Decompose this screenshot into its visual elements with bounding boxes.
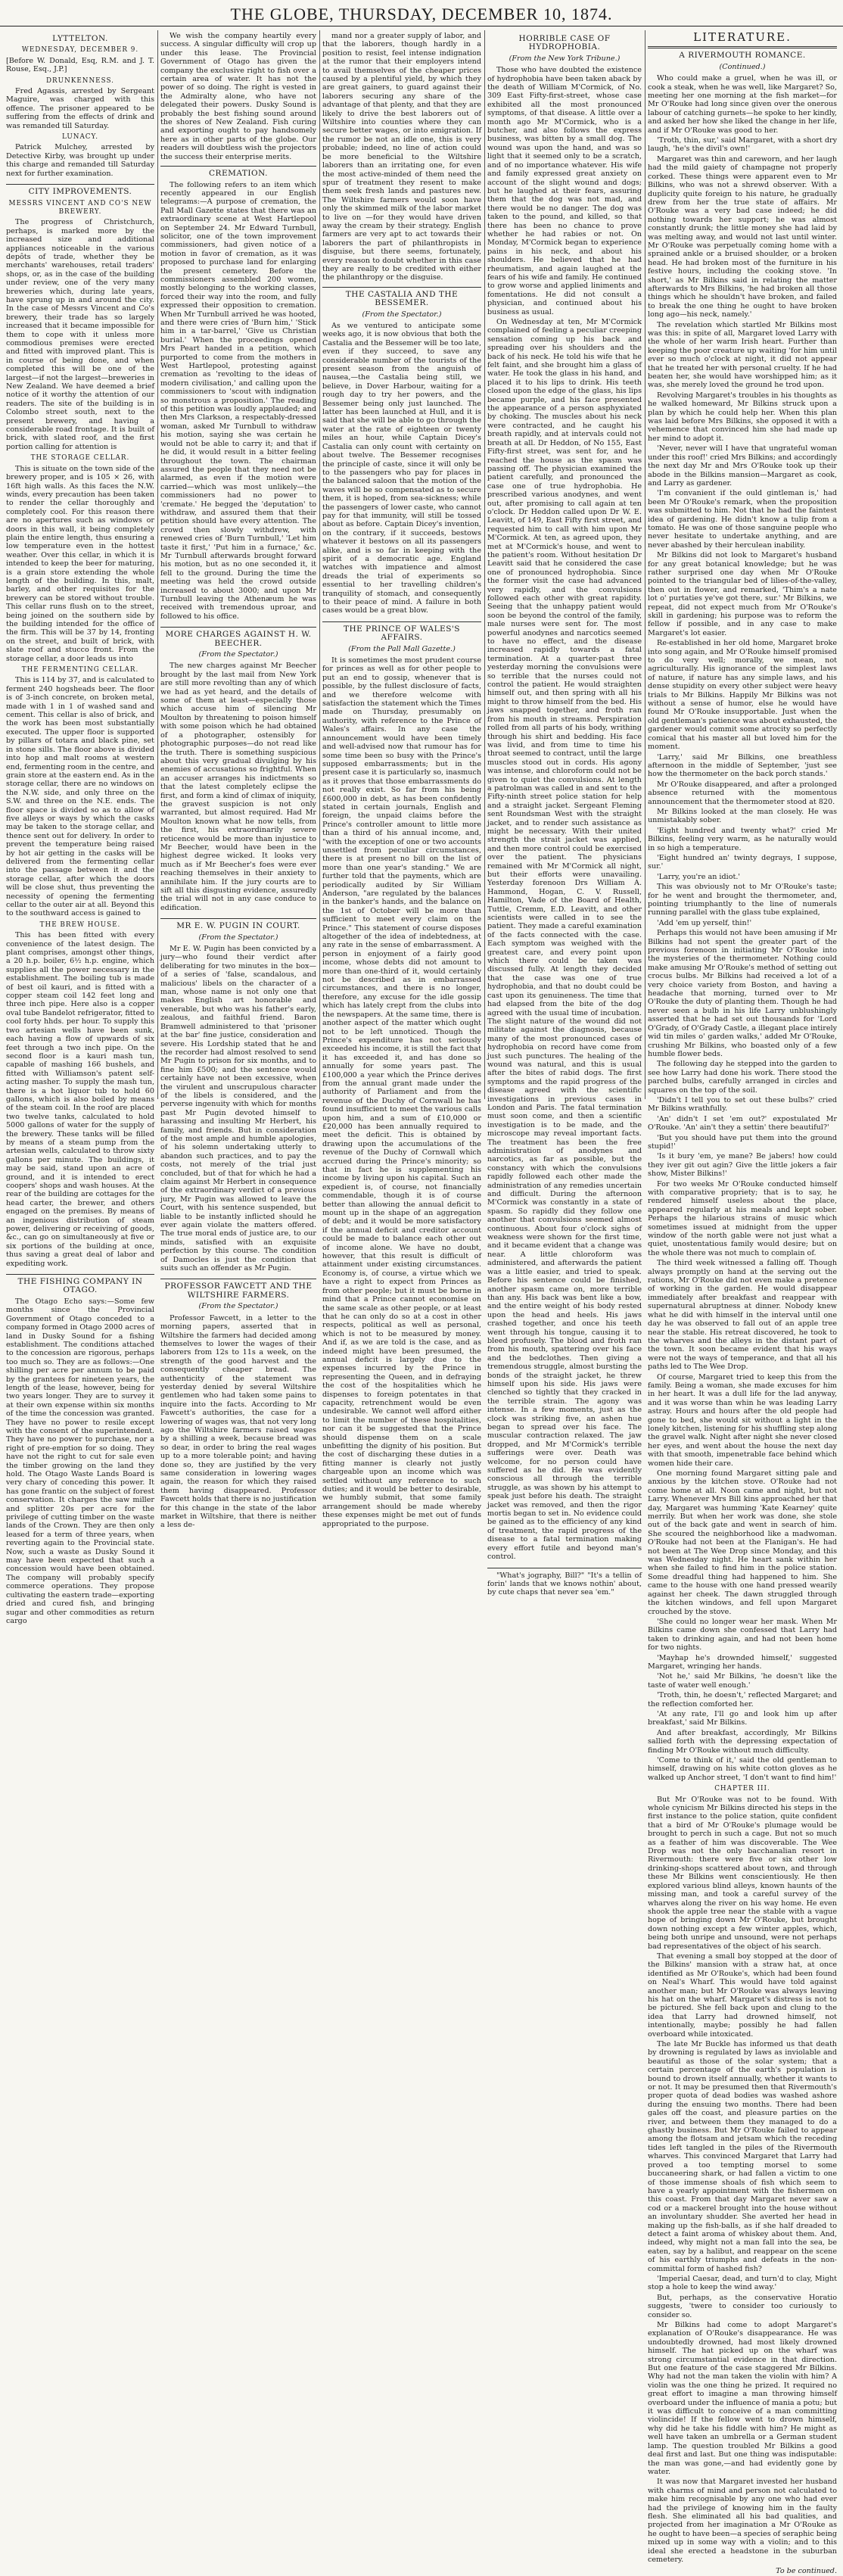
- paragraph: 'Eight hundred an' twinty degrays, I suppose, sur.': [648, 853, 837, 871]
- paragraph: The Otago Echo says:—Some few months since the Provincial Government of Otago conceded to a company formed in Otago 2000 acres of land in Dusky Sound for a fishing establishment. The conditions attached to the concession are rigorous, perhaps too much so. They are as follows:—One shilling per acre per annum to be paid by the grantees for nineteen years, the length of the lease, however, being for two years longer. They are to survey it at their own expense within six months of the time the concession was granted. They have no power to resile except with the consent of the superintendent. They have no power to purchase, nor a right of pre-emption for so doing. They have not the right to cut for sale even the timber growing on the land they hold. The Otago Waste Lands Board is very chary of conceding this power. It has gone frantic on the subject of forest conservation. It charges the saw miller and splitter 20s per acre for the privilege of cutting timber on the waste lands of the Crown. They are then only leased for a term of three years, when reverting again to the Provincial state. Now, such a waste as Dusky Sound it may have been expected that such a concession would have been obtained. The company will probably specify commerce operations. They propose cultivating the eastern trade—exporting dried and cured fish, and bringing sugar and other commodities as return cargo: [6, 1297, 154, 1625]
- article-heading: THE PRINCE OF WALES'S AFFAIRS.: [344, 624, 460, 643]
- paragraph: But Mr O'Rouke was not to be found. With whole cynicism Mr Bilkins directed his steps in the first instance to the police station, quite confident that a bird of Mr O'Rouke's plumage would be brought to perch in such a cage. But not so much as a feather of him was discoverable. The Wee Drop was not the only bacchanalian resort in Rivermouth: there were five or six other low drinking-shops scattered about town, and through these Mr Bilkins went conscientiously. He then explored various blind alleys, known haunts of the missing man, and took a careful survey of the wharves along the river on his way home. He even shook the apple tree near the stable with a vague hope of bringing down Mr O'Rouke, but brought down nothing except a few winter apples, which, being both unripe and unsound, were not perhaps bad representatives of the object of his search.: [648, 1795, 837, 1951]
- article-heading: THE CASTALIA AND THE BESSEMER.: [345, 289, 459, 308]
- paragraph: 'Larry, you're an idiot.': [657, 872, 741, 881]
- subheading: MESSRS VINCENT AND CO'S NEW BREWERY.: [8, 199, 152, 216]
- paragraph: 'Troth, thin, sur,' said Margaret, with a short dry laugh, 'he's the divil's own!': [648, 136, 837, 154]
- paragraph: 'Troth, thin, he doesn't,' reflected Margaret; and the reflection comforted her.: [648, 1691, 837, 1709]
- paragraph: This was obviously not to Mr O'Rouke's taste; for he went and brought the thermometer, and, pointing triumphantly to the line of numerals running parallel with the glass tube explained,: [648, 883, 837, 917]
- article-source: (From the Pall Mall Gazette.): [348, 644, 456, 653]
- article-heading: MR E. W. PUGIN IN COURT.: [176, 921, 300, 931]
- paragraph: Revolving Margaret's troubles in his thoughts as he walked homeward, Mr Bilkins struck upon a plan by which he could help her. When this plan was laid before Mrs Bilkins, she opposed it with a vehemence that convinced him she had made up her mind to adopt it.: [648, 391, 837, 443]
- paragraph: We wish the company heartily every success. A singular difficulty will crop up under this lease. The Provincial Government of Otago has given the company the exclusive right to fish over a certain area of water. It has not the power of so doing. The right is vested in the Admiralty alone, who have not delegated their powers. Dusky Sound is probably the best fishing sound around the shores of New Zealand. Fish curing and exporting ought to pay handsomely here as in other parts of the globe. Our readers will doubtless wish the projectors the success their enterprise merits.: [160, 32, 316, 161]
- paragraph: And after breakfast, accordingly, Mr Bilkins sallied forth with the depressing expectation of finding Mr O'Rouke without much difficulty.: [648, 1728, 837, 1755]
- paragraph: Fred Agassis, arrested by Sergeant Maguire, was charged with this offence. The prisoner appeared to be suffering from the effects of drink and was remanded till Saturday.: [6, 87, 154, 130]
- dateline: WEDNESDAY, DECEMBER 9.: [21, 46, 139, 55]
- paragraph: Mr Bilkins looked at the man closely. He was unmistakably sober.: [648, 807, 837, 825]
- paragraph: 'Mayhap he's drownded himself,' suggested Margaret, wringing her hands.: [648, 1653, 837, 1671]
- section-heading: THE BREW HOUSE.: [39, 920, 121, 929]
- article-city-improvements: [6, 188, 154, 1268]
- paragraph: It was now that Margaret invested her husband with charms of mind and person not calculated to make him recognisable by any one who had ever had the privilege of knowing him in the faulty flesh. She eliminated all his bad qualities, and projected from her imagination a Mr O'Rouke as he ought to have been—a species of seraphic being mixed up in some way with a violin; and to this ideal she erected a headstone in the suburban cemetery.: [648, 2478, 837, 2564]
- paragraph: 'She could no longer wear her mask. When Mr Bilkins came down she confessed that Larry had taken to drinking again, and had not been home for two nights.: [648, 1617, 837, 1652]
- article-beecher: [160, 631, 316, 912]
- paragraph: 'At any rate, I'll go and look him up after breakfast,' said Mr Bilkins.: [648, 1709, 837, 1727]
- article-castalia: [322, 291, 481, 615]
- paragraph: The progress of Christchurch, perhaps, is marked more by the increased size and additional appliances noticeable in the various depôts of trade, whether they be merchants' warehouses, retail traders' shops, or, as in the case of the building under review, one of the very many breweries which, during late years, have sprung up in and around the city. In the case of Messrs Vincent and Co's brewery, their trade has so largely increased that it became impossible for them to cope with it unless more commodious premises were erected and fitted with improved plant. This is in course of being done, and when completed this will be one of the largest—if not the largest—breweries in New Zealand. We have deemed a brief notice of it worthy the attention of our readers. The site of the building is in Colombo street south, next to the present brewery, and having a considerable road frontage. It is built of brick, with slated roof, and the first portion calling for attention is: [6, 218, 154, 451]
- continued-note: (Continued.): [719, 62, 766, 71]
- article-heading: LYTTELTON.: [52, 34, 108, 43]
- article-divider: [160, 627, 316, 628]
- article-cremation: [160, 170, 316, 621]
- section-heading: THE STORAGE CELLAR.: [30, 454, 130, 463]
- paragraph: On Wednesday at ten, Mr M'Cormick complained of feeling a peculiar creeping sensation coming up his back and spreading over his shoulders and the back of his neck. He told his wife that he felt faint, and she brought him a glass of water. He took the glass in his hand, and placed it to his lips to drink. His teeth closed upon the edge of the glass, his lips became purple, and his face presented the appearance of a person asphyxiated by choking. The muscles about his neck were contracted, and he caught his breath rapidly, and at intervals could not breath at all. Dr Heddon, of No 155, East Fifty-first street, was sent for, and he reached the house as the spasm was passing off. The physician examined the patient carefully, and pronounced the case one of true hydrophobia. He prescribed various anodynes, and went out, after promising to call again at ten o'clock. Dr Heddon called upon Dr W. E. Leavitt, of 149, East Fifty first street, and requested him to call with him upon Mr M'Cormick. At ten, as agreed upon, they met at M'Cormick's house, and went to the patient's room. Without hesitation Dr Leavitt said that he considered the case one of pronounced hydrophobia. Since the former visit the case had advanced very rapidly, and the convulsions followed each other with great rapidity. Seeing that the unhappy patient would soon be beyond the control of the family, male nurses were sent for. The most powerful anodynes and narcotics seemed to have no effect, and the disease increased rapidly towards a fatal termination. At a quarter-past three yesterday morning the convulsions were so terrible that the nurses could not control the patient. He would straighten himself out, and then spring with all his might to throw himself from the bed. His jaws snapped together, and froth ran from his mouth in streams. Perspiration rolled from all parts of his body, writhing through his shirt and bedding. His face was livid, and from time to time his throat seemed to contract, until the large muscles stood out in cords. His agony was intense, and chloroform could not be given to quiet the convulsions. At length a patrolman was called in and sent to the Fifty-ninth street police station for help and a straight jacket. Sergeant Fleming sent Roundsman West with the straight jacket, and to render such assistance as might be necessary. With their united strength the strait jacket was applied, and then more control could be exercised over the patient. The physicians remained with Mr M'Cormick all night, but their efforts were unavailing. Yesterday forenoon Drs William A. Hammond, Hogan, C. V. Russell, Hamilton, Vade of the Board of Health, Tuttle, Cremm, E.D. Leavitt, and other scientists were called in to see the patient. They made a careful examination of the facts connected with the case. Each symptom was weighed with the greatest care, and every point upon which there could be taken was discussed fully. At length they decided that the case was one of true hydrophobia, and that no doubt could be cast upon its genuineness. The time that had elapsed from the bite of the dog agreed with the usual time of incubation. The slight nature of the wound did not militate against the diagnosis, because many of the most pronounced cases of hydrophobia on record have come from just such punctures. The healing of the wound was natural, and this is usual after the bites of rabid dogs. The first symptoms and the rapid progress of the disease agreed with the scientific investigations in previous cases in London and Paris. The fatal termination must soon come, and then a scientific investigation is to be made, and the microscope may reveal important facts. The treatment has been the free administration of anodynes and narcotics, as far as possible, but the constancy with which the convulsions rapidly followed each other made the administration of any remedies uncertain and difficult. During the afternoon M'Cormick was constantly in a state of spasm. So rapidly did they follow one another that convulsions seemed almost continuous. About four o'clock sighs of weakness were shown for the first time, and it became evident that a change was near. A little chloroform was administered, and afterwards the patient was a little easier, and tried to speak. Before his sentence could be finished, another spasm came on, more terrible than any. His back was bent like a bow, and the entire weight of his body rested upon the head and heels. His jaws crashed together, and once his teeth went through his tongue, causing it to bleed profusely. The blood and froth ran from his mouth, spattering over his face and the bedclothes. Then giving a tremendous struggle, almost bursting the bonds of the straight jacket, he threw himself upon his side. His jaws were clenched so tightly that they cracked in the terrible strain. The agony was intense. In a few moments, just as the clock was striking five, an ashen hue began to spread over his face. The muscular contraction relaxed. The jaw dropped, and Mr M'Cormick's terrible sufferings were over. Death was welcome, for no person could have suffered as he did. He was evidently conscious all through the terrible struggle, as was shown by his attempt to speak just before his death. The straight jacket was removed, and then the rigor mortis began to set in. No evidence could be gained as to the efficiency of any kind of treatment, the rapid progress of the disease to a fatal termination making every effort futile and beyond man's control.: [487, 318, 642, 1562]
- article-fawcett: [160, 1282, 316, 1529]
- paragraph: 'But you should have put them into the ground stupid!': [648, 1133, 837, 1151]
- article-heading: CREMATION.: [209, 169, 268, 179]
- paragraph: Mr Bilkins did not look to Margaret's husband for any great botanical knowledge; but he was rather surprised one day when Mr O'Rouke pointed to the triangular bed of lilies-of-the-valley, then out in flower, and remarked, 'Thim's a nate lot o' purtaties ye've got there, sur.' Mr Bilkins, we repeat, did not expect much from Mr O'Rouke's skill in gardening; his purpose was to reform the fellow if possible, and in any case to make Margaret's lot easier.: [648, 551, 837, 637]
- paragraph: 'Add 'em up yerself, thin!': [657, 918, 752, 927]
- paragraph: 'Is it bury 'em, ye mane? Be jabers! how could they iver git out agin? Give the little jokers a fair show, Mister Bilkins!': [648, 1152, 837, 1179]
- article-fishing-company: [6, 1278, 154, 1625]
- paragraph: One morning found Margaret sitting pale and anxious by the kitchen stove. O'Rouke had not come home at all. Noon came and night, but not Larry. Whenever Mrs Bill kins approached her that day, Margaret was humming 'Kate Kearney' quite merrily. But when her work was done, she stole out of the back gate and went in search of him. She scoured the neighborhood like a madwoman. O'Rouke had not been at the Flanigan's. He had not been at The Wee Drop since Monday, and this was Wednesday night. He heart sank within her when she failed to find him in the police station. Some dreadful thing had happened to him. She came to the house with one hand pressed wearily against her cheek. The dawn struggled through the kitchen windows, and fell upon Margaret crouched by the stove.: [648, 1469, 837, 1616]
- paragraph: Perhaps this would not have been amusing if Mr Bilkins had not spent the greater part of the previous forenoon in initiating Mr O'Rouke into the mysteries of the thermometer. Nothing could make amusing Mr O'Rouke's method of setting out crocus bulbs. Mr Bilkins had received a lot of a very choice variety from Boston, and having a headache that morning, turned over to Mr O'Rouke the duty of planting them. Though he had never seen a bulb in his life Larry unblushingly asserted that he had set out thousands for 'Lord O'Grady, of O'Grady Castle, a illegant place intirely wid tin miles o' garden walks,' added Mr O'Rouke, crushing Mr Bilkins, who boasted only of a few humble flower beds.: [648, 929, 837, 1058]
- article-source: (From the Spectator.): [362, 310, 442, 319]
- article-lyttelton: [6, 35, 154, 178]
- paragraph: The third week witnessed a falling off. Though always promptly on hand at the serving out the rations, Mr O'Rouke did not even make a pretence of working in the garden. He would disappear immediately after breakfast and reappear with supernatural abruptness at dinner. Nobody knew what he did with himself in the interval until one day he was observed to fall out of an apple tree near the stable. His retreat discovered, he took to the wharves and the alleys in the distant part of the town. It soon became evident that his ways were not the ways of temperance, and that all his paths led to The Wee Drop.: [648, 1259, 837, 1372]
- paragraph: The late Mr Buckle has informed us that death by drowning is regulated by laws as inviolable and beautiful as those of the solar system; that a certain percentage of the earth's population is bound to drown itself annually, whether it wants to or not. It may be presumed then that Rivermouth's proper quota of dead bodies was washed ashore during the ensuing two months. There had been gales off the coast, and pleasure parties on the river, and between them they managed to do a ghastly business. But Mr O'Rouke failed to appear among the flotsam and jetsam which the receding tides left tangled in the piles of the Rivermouth wharves. This convinced Margaret that Larry had proved a too tempting morsel to some buccaneering shark, or had fallen a victim to one of those immense shoals of fish which seem to have a yearly appointment with the fishermen on this coast. From that day Margaret never saw a cod or a mackerel brought into the house without an involuntary shudder. She averted her head in making up the fish-balls, as if she half dreaded to detect a faint aroma of whiskey about them. And, indeed, why might not a man fall into the sea, be eaten, say by a halibut, and reappear on the scene of his earthly triumphs and defeats in the non-committal form of hashed fish?: [648, 2040, 837, 2273]
- masthead: THE GLOBE, THURSDAY, DECEMBER 10, 1874.: [0, 3, 843, 26]
- article-divider: [160, 918, 316, 919]
- paragraph: 'Larry,' said Mr Bilkins, one breathless afternoon in the middle of September, 'just see how the thermometer on the back porch stands.': [648, 752, 837, 779]
- paragraph: This is situate on the town side of the brewery proper, and is 105 × 26, with 16ft high walls. As this faces the N.W. winds, every precaution has been taken to render the cellar thoroughly and completely cool. For this reason there are no apertures such as windows or doors in this wall, it being completely plain the entire length, thus ensuring a low temperature even in the hottest weather. Over this cellar, in which it is intended to keep the beer for maturing, is a grain store extending the whole length of the building. In this, malt, barley, and other requisites for the brewery can be stored without trouble. This cellar runs flush on to the street, being joined on the southern side by the building intended for the office of the firm. This will be 37 by 14, fronting on the street, and built of brick, with slate roof and stucco front. From the storage cellar, a door leads us into: [6, 464, 154, 663]
- paragraph: The following day he stepped into the garden to see how Larry had done his work. There stood the parched bulbs, carefully arranged in circles and squares on the top of the soil.: [648, 1060, 837, 1095]
- paragraph: Those who have doubted the existence of hydrophobia have been taken aback by the death of William M'Cormick, of No. 309 East Fifty-first-street, whose case exhibited all the most pronounced symptoms, of that disease. A little over a month ago Mr M'Cormick, who is a butcher, and also follows the express business, was bitten by a small dog. The wound was upon the hand, and was so light that it seemed only to be a scratch, and of no importance whatever. His wife and family expressed great anxiety on account of the slight wound and dogs; but he laughed at their fears, assuring them that the dog was not mad, and there would be no danger. The dog was taken to the pound, and killed, so that there has been no chance to prove whether he had rabies or not. On Monday, M'Cormick began to experience pains in his neck, and about his shoulders. He believed that he had rheumatism, and again laughed at the fears of his wife and family. He continued to grow worse and applied liniments and fomentations. He did not consult a physician, and continued about his business as usual.: [487, 66, 642, 316]
- article-divider: [648, 46, 837, 48]
- column-4: [487, 32, 642, 1597]
- chapter-heading: CHAPTER III.: [714, 1785, 770, 1793]
- article-heading: MORE CHARGES AGAINST H. W. BEECHER.: [165, 630, 312, 648]
- article-divider: [322, 287, 481, 288]
- paragraph: Mr Bilkins had come to adopt Margaret's explanation of O'Rouke's disappearance. He was undoubtedly drowned, had most likely drowned himself. The hat picked up on the wharf was strong circumstantial evidence in that direction. But one feature of the case staggered Mr Bilkins. Why had not the man taken the violin with him? A violin was the one thing he prized. It required no great effort to imagine a man throwing himself overboard under the influence of mania a potu; but it was difficult to conceive of a man committing violincide! If the fellow went to drown himself, why did he take his fiddle with him? He might as well have taken an umbrella or a German student lamp. The question troubled Mr Bilkins a good deal first and last. But one thing was indisputable: the man was gone,—and had evidently gone by water.: [648, 2321, 837, 2476]
- paragraph: That evening a small boy stopped at the door of the Bilkins' mansion with a straw hat, at once identified as Mr O'Rouke's, which had been found on Neal's Wharf. This would have told against another man; but Mr O'Rouke was always leaving his hat on the wharf. Margaret's distress is not to be pictured. She fell back upon and clung to the idea that Larry had drowned himself, not intentionally, maybe; possibly he had fallen overboard while intoxicated.: [648, 1951, 837, 2039]
- column-rule: [484, 30, 485, 1099]
- magistrates-line: [Before W. Donald, Esq, R.M. and J. T. Rouse, Esq., J.P.]: [6, 56, 154, 74]
- paragraph: Mr O'Rouke disappeared, and after a prolonged absence returned with the momentous announcement that the thermometer stood at 820.: [648, 780, 837, 806]
- article-hydrophobia: [487, 35, 642, 1562]
- paragraph: Mr E. W. Pugin has been convicted by a jury—who found their verdict after deliberating for two minutes in the box—of a series of 'false, scandalous, and malicious' libels on the character of a man, whose name is not only one that makes English art honorable and venerable, but who was his father's early, zealous, and faithful friend. Baron Bramwell administered to that 'prisoner at the bar' fine justice, consideration and severe. His Lordship stated that he and the recorder had almost resolved to send Mr Pugin to prison for six months, and to fine him £500; and the sentence would certainly have not been excessive, when the virulent and unscrupulous character of the libels is considered, and the perverse ingenuity with which for months past Mr Pugin devoted himself to harassing and insulting Mr Herbert, his family, and friends. But in consideration of the most ample and humble apologies, of his solemn undertaking utterly to abandon such practices, and to pay the costs, not merely of the trial just concluded, but of that for which he had a claim against Mr Herbert in consequence of the extraordinary verdict of a previous jury, Mr Pugin was allowed to leave the Court, with his sentence suspended, but liable to be instantly inflicted should he ever again violate the matters offered. The true moral ends of justice are, to our minds, satisfied with an exquisite perfection by this course. The condition of Damocles is just the condition that suits such an offender as Mr Pugin.: [160, 945, 316, 1273]
- article-divider: [322, 621, 481, 622]
- paragraph: Professor Fawcett, in a letter to the morning papers, asserted that in Wiltshire the farmers had decided among themselves to lower the wages of their laborers from 12s to 11s a week, on the strength of the good harvest and the consequently cheaper bread. The authenticity of the statement was yesterday denied by several Wiltshire gentlemen who had taken some pains to inquire into the facts. According to Mr Fawcett's authorities, the case for a lowering of wages was, that not very long ago the Wiltshire farmers raised wages by a shilling a week, because bread was so dear, in order to bring the real wages up to a more tolerable point; and having done so, they are justified by the very same consideration in lowering wages again, the reason for which they raised them having disappeared. Professor Fawcett holds that there is no justification for this change in the state of the labor market in Wiltshire, that there is neither a less de-: [160, 1313, 316, 1530]
- paragraph: 'Eight hundred and twenty what?' cried Mr Bilkins, feeling very warm, as he naturally would in so high a temperature.: [648, 826, 837, 852]
- column-1: [6, 32, 154, 1625]
- paragraph: 'Not he,' said Mr Bilkins, 'he doesn't like the taste of water well enough.': [648, 1672, 837, 1690]
- to-be-continued: To be continued.: [776, 2567, 837, 2576]
- article-heading: HORRIBLE CASE OF HYDROPHOBIA.: [518, 34, 611, 52]
- article-source: (From the Spectator.): [198, 933, 278, 942]
- paragraph: The following refers to an item which recently appeared in our English telegrams:—A purpose of cremation, the Pall Mall Gazette states that there was an extraordinary scene at West Hartlepool on September 24. Mr Edward Turnbull, solicitor, one of the town improvement commissioners, had given notice of a motion in favor of cremation, as it was proposed to purchase land for enlarging the present cemetery. Before the commissioners assembled 200 women, mostly belonging to the working classes, forced their way into the room, and fully expressed their opposition to cremation. When Mr Turnbull arrived he was hooted, and there were cries of 'Burn him,' 'Stick him in a tar-barrel,' 'Give us Christian burial.' When the proceedings opened Mrs Peart handed in a petition, which purported to come from the mothers in West Hartlepool, protesting against cremation as 'revolting to the ideas of modern civilisation,' and calling upon the commissioners to 'scout with indignation so monstrous a proposition.' The reading of this petition was loudly applauded; and then Mrs Clarkson, a respectably-dressed woman, asked Mr Turnbull to withdraw his motion, saying she was certain he would not be able to carry it; and that if he did, it would result in a bitter feeling throughout the town. The chairman assured the people that they need not be alarmed, as even if the motion were carried—which was most unlikely—the commissioners had no power to 'cremate.' He begged the 'deputation' to withdraw, and assured them that their petition should have every attention. The crowd then slowly withdrew, with renewed cries of 'Burn Turnbull,' 'Let him taste it first,' 'Put him in a furnace,' &c. Mr Turnbull afterwards brought forward his motion, but as no one seconded it, it fell to the ground. During the time the meeting was held the crowd outside increased to about 3000; and upon Mr Turnbull leaving the Athenæum he was received with tremendous uproar, and followed to his office.: [160, 180, 316, 621]
- paragraph: 'Imperial Caesar, dead, and turn'd to clay, Might stop a hole to keep the wind away.': [648, 2274, 837, 2292]
- paragraph: But, perhaps, as the conservative Horatio suggests, 'twere to consider too curiously to consider so.: [648, 2293, 837, 2319]
- article-divider: [6, 184, 154, 185]
- paragraph: The revelation which startled Mr Bilkins most was this: in spite of all, Margaret loved Larry with the whole of her warm Irish heart. Further than keeping the poor creature up waiting 'for him until ever so much o'clock at night, it did not appear that he treated her with personal cruelty. If he had beaten her, she would have worshipped him; as it was, she merely loved the ground he trod upon.: [648, 320, 837, 390]
- paragraph: Of course, Margaret tried to keep this from the family. Being a woman, she made excuses for him in her heart. It was a dull life for the lad anyway, and it was worse than whin he was leading Larry astray. Hours and hours after the old people had gone to bed, she would sit without a light in the lonely kitchen, listening for his shuffling step along the gravel walk. Night after night she never closed her eyes, and went about the house the next day with that smooth, impenetrable face behind which women hide their care.: [648, 1372, 838, 1468]
- paragraph: 'I'm convanient if the ould gintleman is,' had been Mr O'Rouke's remark, when the proposition was submitted to him. Not that he had the faintest idea of gardening. He didn't know a tulip from a tomato. He was one of those sanguine people who never hesitate to undertake anything, and are never abashed by their herculean inability.: [648, 489, 837, 550]
- column-5: [648, 30, 838, 2576]
- section-title-literature: LITERATURE.: [693, 30, 792, 44]
- paragraph: 'Come to think of it,' said the old gentleman to himself, drawing on his white cotton gloves as he walked up Anchor street, 'I don't want to find him!': [648, 1756, 837, 1782]
- paragraph: Re-established in her old home, Margaret broke into song again, and Mr O'Rouke himself promised to do very well; morally, we mean, not agriculturally. His ignorance of the simplest laws of nature, if nature has any simple laws, and his dense stupidity on every other subject were heavy trials to Mr Bilkins. Happily Mr Bilkins was not without a sense of humor, else he would have found Mr O'Rouke insupportable. Just when the old gentleman's patience was about exhausted, the gardener would commit some atrocity so perfectly comical that his master all but loved him for the moment.: [648, 639, 837, 752]
- article-source: (From the Spectator.): [198, 650, 278, 659]
- story-title: A RIVERMOUTH ROMANCE.: [679, 51, 806, 61]
- column-rule: [157, 30, 158, 1099]
- paragraph: Patrick Mulchey, arrested by Detective Kirby, was brought up under this charge and remanded till Saturday next for further examination.: [6, 143, 154, 178]
- article-prince-of-wales: [322, 625, 481, 1528]
- article-divider: [160, 166, 316, 167]
- paragraph: Who could make a gruel, when he was ill, or cook a steak, when he was well, like Margaret? So, meeting her one morning at the fish market—for Mr O'Rouke had long since given over the onerous labour of catching gurnets—he spoke to her kindly, and asked her how she liked the change in her life, and if Mr O'Rouke was good to her.: [648, 74, 837, 135]
- section-heading: THE FERMENTING CELLAR.: [21, 666, 139, 674]
- paragraph: As we ventured to anticipate some weeks ago, it is now obvious that both the Castalia and the Bessemer will be too late, even if they succeed, to save any considerable number of the tourists of the present season from the anguish of nausea,—the Castalia being still, we believe, in Dover Harbour, waiting for a rough day to try her powers, and the Bessemer being only just launched. The latter has been launched at Hull, and it is said that she will be able to go through the water at the rate of eighteen or twenty miles an hour, while Captain Dicey's Castalia can only count with certainty on about twelve. The Bessemer recognises the principle of caste, since it will only be to the passengers who pay for places in the balanced saloon that the motion of the waves will be so compensated as to secure them, it is hoped, from sea-sickness; while the passengers of lower caste, who cannot pay for that immunity, will still be tossed about as before. Captain Dicey's invention, on the contrary, if it succeeds, bestows whatever it bestows on all its passengers alike, and is so far in keeping with the spirit of a democratic age. England watches with impatience and almost dreads the trial of experiments so essential to her travelling children's tranquility of stomach, and consequently to their peace of mind. A failure in both cases would be a great blow.: [322, 322, 481, 615]
- subheading: DRUNKENNESS.: [46, 76, 114, 85]
- article-source: (From the Spectator.): [198, 1302, 278, 1311]
- paragraph: The new charges against Mr Beecher brought by the last mail from New York are still more revolting than any of which we had as yet heard, and the details of some of them at least—especially those which accuse him of silencing Mr Moulton by threatening to poison himself with some poison which he had obtained of a photographer, ostensibly for photographic purposes—do not read like the truth. There is something suspicious about this very gradual divulging by his enemies of accusations so frightful. When an accuser arranges his indictments so that the latest completely eclipse the first, and form a kind of climax of iniquity, the gravest suspicion is not only warranted, but almost required. Had Mr Moulton known what he now tells, from the first, his extraordinarily severe reticence would be more than injustice to Mr Beecher, would have been in the highest degree wicked. It looks very much as if Mr Beecher's foes were ever reaching themselves in their anxiety to annihilate him. If the jury courts are to sift all this disgusting evidence, assuredly the trial will not in any case conduce to edification.: [160, 662, 316, 912]
- article-pugin: [160, 922, 316, 1272]
- paragraph: This is 114 by 37, and is calculated to ferment 240 hogsheads beer. The floor is of 3-inch concrete, on broken metal, made with 1 in 1 of washed sand and cement. This cellar is also of brick, and the work has been most substantially executed. The upper floor is supported by pillars of totara and black pine, set in stone sills. The floor above is divided into hop and malt rooms at western end, fermenting room in the centre, and grain store at the eastern end. As in the storage cellar, there are no windows on the N.W. side, and only three on the S.W. and three on the N.E. ends. The floor space is divided so as to allow of five alleys or ways by which the casks may be taken to the storage cellar, and thence sent out for delivery. In order to prevent the temperature being raised by hot air getting in the casks will be delivered from the fermenting cellar into the passage between it and the storage cellar, after which the doors will be close shut, thus preventing the necessity of opening the fermenting cellar to the outer air at all. Beyond this to the southward access is gained to: [6, 676, 154, 918]
- filler-quote: "What's jography, Bill?" "It's a tellin of forin' lands that we knows nothin' about, by cute chaps that never sea 'em.": [487, 1571, 642, 1597]
- paragraph: This has been fitted with every convenience of the latest design. The plant comprises, amongst other things, a 20 h.p. boiler, 6½ h.p. engine, which supplies all the power necessary in the establishment. The boiling tub is made of best oil kauri, and is fitted with a copper steam coil 142 feet long and three inch pipe. Here also is a copper oval tube Bandelot refrigerator, fitted to cool forty hhds. per hour. To supply this two artesian wells have been sunk, each having a flow of upwards of six feet through a two inch pipe. On the second floor is a kauri mash tun, capable of mashing 166 bushels, and fitted with Williamson's patent self-acting masher. To supply the mash tun, there is a hot liquor tub to hold 60 gallons, which is also boiled by means of the steam coil. In the roof are placed two twelve tanks, calculated to hold 5000 gallons of water for the supply of the brewery. These tanks will be filled by means of a steam pump from the artesian wells, calculated to throw sixty gallons per minute. The buildings, it may be said, stand upon an acre of ground, and it is intended to erect coopers' shops and wash houses. At the rear of the building are cottages for the head carter, the brewer, and others engaged on the premises. By means of an ingenious distribution of steam power, delivering or receiving of goods, &c., can go on simultaneously at five or six portions of the building at once, thus saving a great deal of labor and expediting work.: [6, 931, 154, 1268]
- paragraph: 'Didn't I tell you to set out these bulbs?' cried Mr Bilkins wrathfully.: [648, 1095, 837, 1114]
- article-heading: PROFESSOR FAWCETT AND THE WILTSHIRE FARMERS.: [164, 1282, 313, 1300]
- paragraph: 'Never, never will I have that ungrateful woman under this roof!' cried Mrs Bilkins; and accordingly the next day Mr and Mrs O'Rouke took up their abode in the Bilkins mansion—Margaret as cook, and Larry as gardener.: [648, 444, 837, 487]
- paragraph: Margaret was thin and careworn, and her laugh had the mild gaiety of champagne not properly corked. These things were apparent even to Mr Bilkins, who was not a shrewd observer. With a duplicity quite foreign to his nature, he gradually drew from her the true state of affairs. Mr O'Rouke was a very bad case indeed; he did nothing towards her support; he was almost constantly drunk; the little money she had laid by was melting away, and would not last until winter. Mr O'Rouke was perpetually coming home with a sprained ankle or a bruised shoulder, or a broken head. He had broken most of the furniture in his festive hours, including the cooking stove. 'In short,' as Mr Bilkins said in relating the matter afterwards to Mrs Bilkins, 'he had broken all those things which he shouldn't have broken, and failed to break the one thing he ought to have broken long ago—his neck, namely.': [648, 154, 837, 319]
- article-heading: THE FISHING COMPANY IN OTAGO.: [17, 1277, 143, 1295]
- subheading: LUNACY.: [61, 133, 99, 142]
- column-3: [322, 32, 481, 1528]
- paragraph: It is sometimes the most prudent course for princes as well as for other people to put an end to gossip, whenever that is possible, by the fullest disclosure of facts, and we therefore welcome with satisfaction the statement which the Times made on Thursday, presumably on authority, with reference to the Prince of Wales's affairs. In any case the announcement would have been timely and well-advised now that rumour has for some time been so busy with the Prince's supposed embarrassments; but in the present case it is particularly so, inasmuch as it proves that those embarrassments do not really exist. So far from his being £600,000 in debt, as has been confidently stated in certain journals, English and foreign, the unpaid claims before the Prince's controller amount to little more than a third of his annual income, and, "with the exception of one or two accounts unsettled from peculiar circumstances, there is at present no bill on the list of more than one year's standing." We are further told that the payments, which are periodically audited by Sir William Anderson, "are regulated by the balances in the banker's hands, and the balance on the 1st of October will be more than sufficient to meet every claim on the Prince." This statement of course disposes altogether of the idea of indebtedness, at any rate in the sense of embarrassment. A person in enjoyment of a fairly good income, whose debts did not amount to more than one-third of it, would certainly not be described as in embarrassed circumstances, and there is no longer, therefore, any excuse for the idle gossip which has lately crept from the clubs into the newspapers. At the same time, there is another aspect of the matter which ought not to be left unnoticed. Though the Prince's expenditure has not seriously exceeded his income, it is still the fact that it has exceeded it, and has done so annually for some years past. The £100,000 a year which the Prince derives from the annual grant made under the authority of Parliament and from the revenue of the Duchy of Cornwall he has found insufficient to meet the various calls upon him, and a sum of £10,000 or £20,000 has been annually required to meet the deficit. This is obtained by drawing upon the accumulations of the revenue of the Duchy of Cornwall which accrued during the Prince's minority; so that in fact he is supplementing his income by living upon his capital. Such an expedient is, of course, not financially commendable, though it is of course better than allowing the annual deficit to mount up in the shape of an aggregation of debt; and it would be more satisfactory if the annual deficit and creditor account could be made to balance each other out of income alone. We have no doubt, however, that this result is difficult of attainment under existing circumstances. Economy is, of course, a virtue which we have a right to expect from Princes as from other people; but it must be borne in mind that a Prince cannot economise on the same scale as other people, or at least that he can only do so at a cost in other respects, political as well as personal, which is not to be measured by money. And if, as we are told is the case, and as indeed might have been presumed, the annual deficit is largely due to the expenses incurred by the Prince in representing the Queen, and in defraying the cost of the hospitalities which he dispenses to foreign potentates in that capacity, retrenchment would be even undesirable. We cannot well afford either to limit the number of these hospitalities, nor can it be suggested that the Prince should dispense them on a scale unbefitting the dignity of his position. But the cost of discharging these duties in a fitting manner is clearly not justly chargeable upon an income which was settled without any reference to such duties; and it would be better to desirable, we humbly submit, that some family arrangement should be made whereby these expenses might be met out of funds appropriated to the purpose.: [322, 656, 481, 1528]
- paragraph: mand nor a greater supply of labor, and that the laborers, though hardly in a position to resist, feel intense indignation at the rumor that their employers intend to avail themselves of the cheaper prices caused by a plentiful yield, by which they are great gainers, to guard against their laborers securing any share of the advantage of that plenty, and that they are likely to drive the best laborers out of Wiltshire into counties where they can secure better wages, or into emigration. If the rumor be not an idle one, this is very probable; indeed, no line of action could be more beneficial to the Wiltshire laborers than an irritating one, for even the most active-minded of them need the spur of treatment they resent to make them seek fresh lands and pastures new. The Wiltshire farmers would soon have only the skimmed milk of the labor market to live on —for they would have driven away the cream by their strategy. English farmers are very apt to act towards their laborers the part of philanthropists in disguise, but there seems, fortunately, every reason to doubt whether in this case they are really to be credited with either the philanthropy or the disguise.: [322, 32, 481, 282]
- article-heading: CITY IMPROVEMENTS.: [28, 187, 132, 197]
- column-rule: [319, 30, 320, 1099]
- paragraph: 'An' didn't I set 'em out?' expostulated Mr O'Rouke. 'An' ain't they a settin' there beautiful?': [648, 1114, 837, 1132]
- paragraph: For two weeks Mr O'Rouke conducted himself with comparative propriety; that is to say, he rendered himself useless about the place, appeared regularly at his meals and kept sober. Perhaps the hilarious strains of music which sometimes issued at midnight from the upper window of the north gable were not just what a quiet, unostentatious family would desire; but on the whole there was not much to complain of.: [648, 1179, 837, 1257]
- article-divider: [6, 1274, 154, 1275]
- article-source: (From the New York Tribune.): [509, 54, 621, 63]
- column-2: [160, 32, 316, 1530]
